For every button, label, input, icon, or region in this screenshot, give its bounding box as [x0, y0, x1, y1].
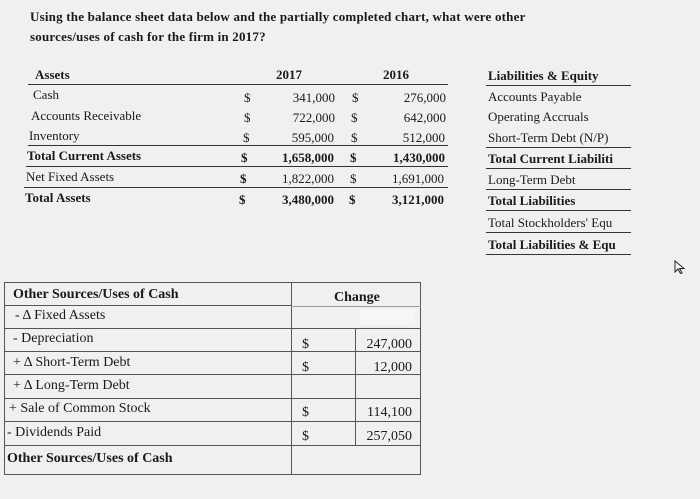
value-2016: 512,000: [402, 130, 445, 145]
change-value: 12,000: [373, 360, 412, 375]
currency: $: [349, 192, 356, 207]
currency: $: [302, 360, 309, 375]
change-value: 257,050: [366, 429, 412, 444]
row-label: - Depreciation: [13, 331, 94, 346]
currency: $: [350, 150, 357, 165]
liability-item: Short-Term Debt (N/P): [488, 130, 609, 145]
row-label: - Δ Fixed Assets: [15, 308, 106, 323]
value-2017: 595,000: [291, 130, 334, 145]
currency: $: [243, 130, 250, 145]
row-label: Total Current Assets: [27, 148, 142, 163]
row-label: Cash: [33, 87, 59, 102]
currency: $: [302, 429, 309, 444]
row-label: + Δ Short-Term Debt: [13, 355, 131, 370]
currency: $: [351, 110, 358, 125]
liability-item: Long-Term Debt: [488, 172, 576, 187]
total-answer-cell[interactable]: [296, 449, 416, 471]
mouse-pointer-icon: [674, 260, 686, 274]
value-2016: 642,000: [403, 110, 446, 125]
row-label: - Dividends Paid: [7, 425, 102, 440]
currency: $: [302, 405, 309, 420]
value-2016: 3,121,000: [392, 192, 444, 207]
currency: $: [350, 171, 357, 186]
value-2017: 341,000: [292, 90, 335, 105]
currency: $: [351, 130, 358, 145]
value-2017: 1,658,000: [282, 150, 334, 165]
value-2017: 1,822,000: [282, 171, 334, 186]
input-cell[interactable]: [360, 309, 415, 325]
year-2017-header: 2017: [276, 67, 302, 82]
row-label: Accounts Receivable: [31, 108, 142, 123]
row-label: Net Fixed Assets: [26, 169, 115, 184]
liability-item: Operating Accruals: [488, 109, 589, 124]
currency: $: [244, 110, 251, 125]
liability-item: Accounts Payable: [488, 89, 582, 104]
currency: $: [241, 150, 248, 165]
currency: $: [302, 337, 309, 352]
value-2017: 722,000: [292, 110, 335, 125]
value-2017: 3,480,000: [282, 192, 334, 207]
sources-uses-header: Other Sources/Uses of Cash: [13, 287, 179, 302]
currency: $: [352, 90, 359, 105]
row-label: + Δ Long-Term Debt: [13, 378, 130, 393]
change-value: 114,100: [367, 405, 412, 420]
row-label: + Sale of Common Stock: [9, 401, 151, 416]
change-header: Change: [334, 290, 380, 305]
liability-item: Total Liabilities: [488, 193, 576, 208]
assets-header: Assets: [35, 67, 70, 82]
currency: $: [240, 171, 247, 186]
liabilities-header: Liabilities & Equity: [488, 68, 599, 83]
change-value: 247,000: [366, 337, 412, 352]
liability-item: Total Current Liabiliti: [488, 151, 613, 166]
question-line-2: sources/uses of cash for the firm in 2017?: [30, 29, 266, 44]
sources-uses-total-label: Other Sources/Uses of Cash: [7, 451, 173, 466]
value-2016: 1,691,000: [392, 171, 444, 186]
liability-item: Total Stockholders' Equ: [488, 215, 613, 230]
currency: $: [244, 90, 251, 105]
row-label: Inventory: [29, 128, 80, 143]
year-2016-header: 2016: [383, 67, 409, 82]
value-2016: 1,430,000: [393, 150, 445, 165]
liability-item: Total Liabilities & Equ: [488, 237, 616, 252]
row-label: Total Assets: [25, 190, 91, 205]
question-line-1: Using the balance sheet data below and the partially completed chart, what were other: [30, 9, 526, 24]
currency: $: [239, 192, 246, 207]
value-2016: 276,000: [403, 90, 446, 105]
